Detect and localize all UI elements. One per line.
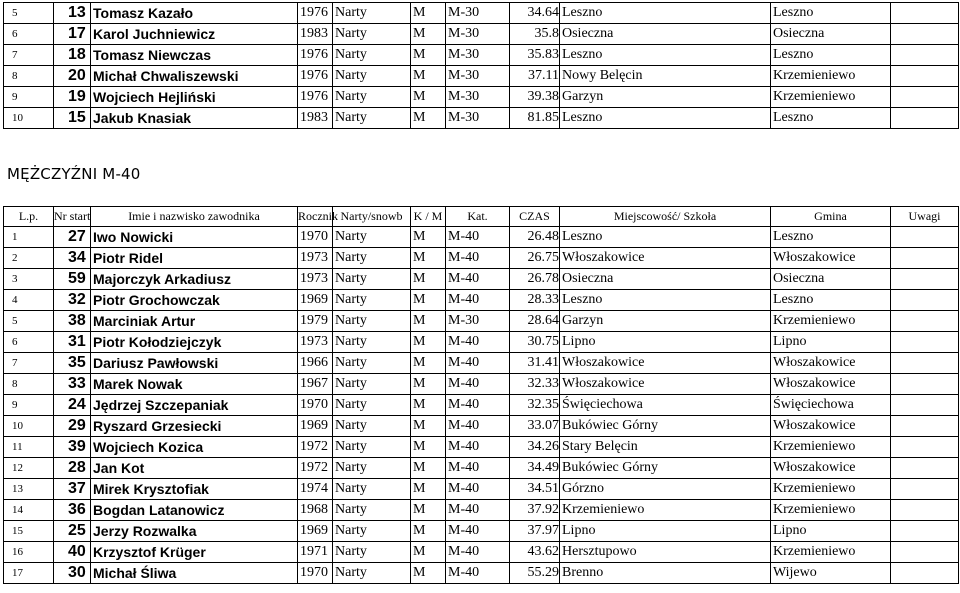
cell-gmina: Leszno: [771, 227, 891, 248]
table-row: [4, 353, 959, 374]
cell-location: Święciechowa: [560, 395, 771, 416]
cell-category: M-40: [446, 332, 510, 353]
cell-location: Włoszakowice: [560, 248, 771, 269]
cell-year: 1970: [298, 395, 333, 416]
cell-time: 43.62: [510, 542, 560, 563]
cell-competitor-name: Piotr Grochowczak: [91, 290, 298, 311]
cell-time: 55.29: [510, 563, 560, 584]
cell-competitor-name: Piotr Kołodziejczyk: [91, 332, 298, 353]
cell-competitor-name: Tomasz Kazało: [91, 3, 298, 24]
cell-start-number: 37: [54, 479, 91, 500]
cell-category: M-40: [446, 563, 510, 584]
cell-year: 1972: [298, 437, 333, 458]
cell-time: 31.41: [510, 353, 560, 374]
cell-start-number: 59: [54, 269, 91, 290]
header-location: Miejscowość/ Szkoła: [560, 207, 771, 227]
cell-discipline: Narty: [333, 248, 411, 269]
cell-start-number: 39: [54, 437, 91, 458]
cell-gmina: Osieczna: [771, 269, 891, 290]
cell-uwagi: [891, 24, 959, 45]
cell-time: 33.07: [510, 416, 560, 437]
cell-location: Brenno: [560, 563, 771, 584]
table-row: [4, 500, 959, 521]
cell-year: 1971: [298, 542, 333, 563]
table-row: [4, 479, 959, 500]
results-table-m40: [3, 206, 959, 584]
cell-start-number: 34: [54, 248, 91, 269]
cell-gmina: Krzemieniewo: [771, 542, 891, 563]
table-row: [4, 563, 959, 584]
cell-uwagi: [891, 3, 959, 24]
cell-start-number: 36: [54, 500, 91, 521]
cell-year: 1979: [298, 311, 333, 332]
table-row: [4, 521, 959, 542]
cell-location: Włoszakowice: [560, 374, 771, 395]
cell-time: 34.51: [510, 479, 560, 500]
cell-lp: 1: [4, 227, 54, 248]
cell-location: Leszno: [560, 3, 771, 24]
cell-lp: 2: [4, 248, 54, 269]
cell-gmina: Włoszakowice: [771, 458, 891, 479]
cell-gmina: Krzemieniewo: [771, 479, 891, 500]
cell-category: M-40: [446, 500, 510, 521]
table-row: [4, 227, 959, 248]
cell-lp: 8: [4, 66, 54, 87]
cell-discipline: Narty: [333, 227, 411, 248]
cell-uwagi: [891, 374, 959, 395]
cell-year: 1973: [298, 332, 333, 353]
table-row: [4, 374, 959, 395]
cell-lp: 11: [4, 437, 54, 458]
cell-uwagi: [891, 542, 959, 563]
cell-start-number: 40: [54, 542, 91, 563]
table-row: [4, 45, 959, 66]
cell-uwagi: [891, 108, 959, 129]
cell-category: M-40: [446, 458, 510, 479]
cell-year: 1976: [298, 87, 333, 108]
cell-category: M-30: [446, 3, 510, 24]
cell-competitor-name: Mirek Krysztofiak: [91, 479, 298, 500]
cell-competitor-name: Piotr Ridel: [91, 248, 298, 269]
cell-discipline: Narty: [333, 108, 411, 129]
header-lp: L.p.: [4, 207, 54, 227]
cell-gmina: Osieczna: [771, 24, 891, 45]
table-row: [4, 542, 959, 563]
cell-year: 1976: [298, 3, 333, 24]
cell-location: Włoszakowice: [560, 353, 771, 374]
cell-sex: M: [411, 353, 446, 374]
cell-year: 1973: [298, 248, 333, 269]
cell-sex: M: [411, 416, 446, 437]
cell-time: 37.92: [510, 500, 560, 521]
cell-gmina: Krzemieniewo: [771, 66, 891, 87]
cell-discipline: Narty: [333, 416, 411, 437]
cell-sex: M: [411, 290, 446, 311]
cell-category: M-40: [446, 437, 510, 458]
table-row: [4, 3, 959, 24]
cell-time: 28.33: [510, 290, 560, 311]
cell-category: M-40: [446, 269, 510, 290]
cell-gmina: Krzemieniewo: [771, 500, 891, 521]
cell-category: M-40: [446, 395, 510, 416]
cell-year: 1969: [298, 416, 333, 437]
cell-competitor-name: Michał Śliwa: [91, 563, 298, 584]
header-nr: Nr start: [54, 207, 91, 227]
cell-start-number: 28: [54, 458, 91, 479]
cell-competitor-name: Marek Nowak: [91, 374, 298, 395]
cell-time: 34.26: [510, 437, 560, 458]
cell-start-number: 24: [54, 395, 91, 416]
table-row: [4, 87, 959, 108]
cell-uwagi: [891, 66, 959, 87]
cell-category: M-40: [446, 290, 510, 311]
cell-time: 26.48: [510, 227, 560, 248]
cell-gmina: Włoszakowice: [771, 374, 891, 395]
cell-location: Garzyn: [560, 87, 771, 108]
cell-category: M-30: [446, 87, 510, 108]
cell-discipline: Narty: [333, 290, 411, 311]
cell-time: 26.75: [510, 248, 560, 269]
cell-year: 1972: [298, 458, 333, 479]
cell-start-number: 32: [54, 290, 91, 311]
cell-discipline: Narty: [333, 311, 411, 332]
cell-lp: 16: [4, 542, 54, 563]
cell-start-number: 15: [54, 108, 91, 129]
cell-discipline: Narty: [333, 66, 411, 87]
cell-sex: M: [411, 500, 446, 521]
cell-year: 1976: [298, 45, 333, 66]
cell-competitor-name: Jędrzej Szczepaniak: [91, 395, 298, 416]
cell-uwagi: [891, 248, 959, 269]
cell-competitor-name: Majorczyk Arkadiusz: [91, 269, 298, 290]
table-row: [4, 395, 959, 416]
cell-competitor-name: Karol Juchniewicz: [91, 24, 298, 45]
cell-year: 1969: [298, 521, 333, 542]
header-sex: K / M: [411, 207, 446, 227]
cell-time: 37.97: [510, 521, 560, 542]
cell-category: M-30: [446, 45, 510, 66]
cell-competitor-name: Dariusz Pawłowski: [91, 353, 298, 374]
cell-year: 1983: [298, 108, 333, 129]
cell-gmina: Włoszakowice: [771, 353, 891, 374]
cell-sex: M: [411, 227, 446, 248]
header-name: Imie i nazwisko zawodnika: [91, 207, 298, 227]
header-time: CZAS: [510, 207, 560, 227]
cell-sex: M: [411, 395, 446, 416]
cell-discipline: Narty: [333, 332, 411, 353]
cell-location: Górzno: [560, 479, 771, 500]
table-row: [4, 66, 959, 87]
cell-year: 1976: [298, 66, 333, 87]
table-row: [4, 437, 959, 458]
cell-discipline: Narty: [333, 395, 411, 416]
cell-year: 1973: [298, 269, 333, 290]
cell-uwagi: [891, 521, 959, 542]
cell-lp: 17: [4, 563, 54, 584]
cell-gmina: Włoszakowice: [771, 248, 891, 269]
cell-competitor-name: Jerzy Rozwalka: [91, 521, 298, 542]
cell-time: 37.11: [510, 66, 560, 87]
cell-year: 1969: [298, 290, 333, 311]
cell-discipline: Narty: [333, 500, 411, 521]
cell-competitor-name: Ryszard Grzesiecki: [91, 416, 298, 437]
cell-sex: M: [411, 108, 446, 129]
cell-time: 35.8: [510, 24, 560, 45]
cell-category: M-40: [446, 248, 510, 269]
cell-start-number: 17: [54, 24, 91, 45]
cell-uwagi: [891, 45, 959, 66]
cell-competitor-name: Jakub Knasiak: [91, 108, 298, 129]
cell-gmina: Leszno: [771, 290, 891, 311]
cell-discipline: Narty: [333, 353, 411, 374]
cell-uwagi: [891, 269, 959, 290]
cell-gmina: Włoszakowice: [771, 416, 891, 437]
table-row: [4, 108, 959, 129]
cell-location: Bukówiec Górny: [560, 458, 771, 479]
cell-time: 34.64: [510, 3, 560, 24]
header-year: Rocznik: [298, 207, 333, 227]
cell-start-number: 25: [54, 521, 91, 542]
header-discipline: Narty/snowb: [333, 207, 411, 227]
cell-competitor-name: Michał Chwaliszewski: [91, 66, 298, 87]
cell-year: 1983: [298, 24, 333, 45]
cell-sex: M: [411, 66, 446, 87]
cell-sex: M: [411, 248, 446, 269]
cell-sex: M: [411, 437, 446, 458]
cell-lp: 9: [4, 87, 54, 108]
cell-lp: 7: [4, 45, 54, 66]
cell-uwagi: [891, 437, 959, 458]
cell-gmina: Leszno: [771, 3, 891, 24]
cell-lp: 10: [4, 416, 54, 437]
cell-year: 1970: [298, 563, 333, 584]
cell-uwagi: [891, 353, 959, 374]
cell-discipline: Narty: [333, 269, 411, 290]
cell-sex: M: [411, 87, 446, 108]
cell-year: 1970: [298, 227, 333, 248]
cell-competitor-name: Bogdan Latanowicz: [91, 500, 298, 521]
results-table-m30: [3, 2, 959, 129]
cell-lp: 9: [4, 395, 54, 416]
cell-time: 32.35: [510, 395, 560, 416]
cell-start-number: 13: [54, 3, 91, 24]
cell-uwagi: [891, 395, 959, 416]
cell-discipline: Narty: [333, 437, 411, 458]
cell-lp: 8: [4, 374, 54, 395]
cell-location: Leszno: [560, 290, 771, 311]
cell-discipline: Narty: [333, 458, 411, 479]
cell-year: 1967: [298, 374, 333, 395]
cell-time: 28.64: [510, 311, 560, 332]
cell-time: 26.78: [510, 269, 560, 290]
cell-category: M-40: [446, 353, 510, 374]
cell-start-number: 20: [54, 66, 91, 87]
cell-location: Krzemieniewo: [560, 500, 771, 521]
cell-lp: 10: [4, 108, 54, 129]
cell-sex: M: [411, 479, 446, 500]
cell-location: Leszno: [560, 45, 771, 66]
cell-uwagi: [891, 87, 959, 108]
cell-start-number: 27: [54, 227, 91, 248]
cell-category: M-40: [446, 227, 510, 248]
cell-category: M-40: [446, 542, 510, 563]
cell-discipline: Narty: [333, 563, 411, 584]
table-row: [4, 248, 959, 269]
cell-uwagi: [891, 458, 959, 479]
cell-gmina: Krzemieniewo: [771, 437, 891, 458]
cell-uwagi: [891, 290, 959, 311]
cell-sex: M: [411, 542, 446, 563]
cell-discipline: Narty: [333, 3, 411, 24]
cell-category: M-40: [446, 416, 510, 437]
cell-gmina: Święciechowa: [771, 395, 891, 416]
cell-category: M-30: [446, 66, 510, 87]
cell-discipline: Narty: [333, 542, 411, 563]
cell-location: Leszno: [560, 227, 771, 248]
cell-competitor-name: Jan Kot: [91, 458, 298, 479]
cell-location: Hersztupowo: [560, 542, 771, 563]
cell-discipline: Narty: [333, 374, 411, 395]
cell-competitor-name: Krzysztof Krüger: [91, 542, 298, 563]
cell-lp: 7: [4, 353, 54, 374]
cell-gmina: Lipno: [771, 521, 891, 542]
cell-time: 35.83: [510, 45, 560, 66]
cell-year: 1968: [298, 500, 333, 521]
table-row: [4, 290, 959, 311]
cell-sex: M: [411, 458, 446, 479]
cell-time: 30.75: [510, 332, 560, 353]
table-row: [4, 24, 959, 45]
cell-location: Nowy Belęcin: [560, 66, 771, 87]
cell-gmina: Krzemieniewo: [771, 311, 891, 332]
cell-sex: M: [411, 311, 446, 332]
cell-time: 81.85: [510, 108, 560, 129]
cell-uwagi: [891, 500, 959, 521]
cell-year: 1974: [298, 479, 333, 500]
header-row: [4, 207, 959, 227]
cell-lp: 12: [4, 458, 54, 479]
cell-lp: 6: [4, 332, 54, 353]
cell-lp: 3: [4, 269, 54, 290]
cell-competitor-name: Wojciech Kozica: [91, 437, 298, 458]
cell-competitor-name: Marciniak Artur: [91, 311, 298, 332]
cell-location: Osieczna: [560, 24, 771, 45]
cell-sex: M: [411, 269, 446, 290]
cell-lp: 14: [4, 500, 54, 521]
cell-competitor-name: Iwo Nowicki: [91, 227, 298, 248]
cell-uwagi: [891, 332, 959, 353]
header-category: Kat.: [446, 207, 510, 227]
cell-start-number: 38: [54, 311, 91, 332]
cell-location: Lipno: [560, 332, 771, 353]
table-row: [4, 332, 959, 353]
cell-category: M-30: [446, 311, 510, 332]
cell-category: M-30: [446, 108, 510, 129]
cell-lp: 5: [4, 3, 54, 24]
cell-start-number: 33: [54, 374, 91, 395]
cell-start-number: 31: [54, 332, 91, 353]
cell-category: M-40: [446, 374, 510, 395]
cell-start-number: 30: [54, 563, 91, 584]
header-gmina: Gmina: [771, 207, 891, 227]
cell-location: Lipno: [560, 521, 771, 542]
cell-uwagi: [891, 227, 959, 248]
header-uwagi: Uwagi: [891, 207, 959, 227]
cell-start-number: 18: [54, 45, 91, 66]
cell-sex: M: [411, 374, 446, 395]
cell-start-number: 19: [54, 87, 91, 108]
cell-sex: M: [411, 521, 446, 542]
cell-gmina: Wijewo: [771, 563, 891, 584]
cell-discipline: Narty: [333, 87, 411, 108]
cell-location: Bukówiec Górny: [560, 416, 771, 437]
cell-category: M-30: [446, 24, 510, 45]
cell-competitor-name: Wojciech Hejliński: [91, 87, 298, 108]
cell-sex: M: [411, 563, 446, 584]
section-title: MĘŻCZYŹNI M-40: [7, 165, 141, 183]
cell-category: M-40: [446, 479, 510, 500]
cell-location: Leszno: [560, 108, 771, 129]
table-row: [4, 416, 959, 437]
cell-sex: M: [411, 332, 446, 353]
cell-gmina: Leszno: [771, 45, 891, 66]
cell-sex: M: [411, 3, 446, 24]
cell-time: 32.33: [510, 374, 560, 395]
table-row: [4, 269, 959, 290]
cell-sex: M: [411, 45, 446, 66]
cell-gmina: Leszno: [771, 108, 891, 129]
cell-gmina: Krzemieniewo: [771, 87, 891, 108]
table-row: [4, 311, 959, 332]
cell-gmina: Lipno: [771, 332, 891, 353]
cell-lp: 4: [4, 290, 54, 311]
cell-year: 1966: [298, 353, 333, 374]
cell-discipline: Narty: [333, 24, 411, 45]
cell-lp: 5: [4, 311, 54, 332]
cell-uwagi: [891, 416, 959, 437]
cell-uwagi: [891, 479, 959, 500]
cell-location: Osieczna: [560, 269, 771, 290]
cell-uwagi: [891, 311, 959, 332]
cell-discipline: Narty: [333, 479, 411, 500]
cell-sex: M: [411, 24, 446, 45]
cell-uwagi: [891, 563, 959, 584]
cell-category: M-40: [446, 521, 510, 542]
cell-competitor-name: Tomasz Niewczas: [91, 45, 298, 66]
cell-lp: 15: [4, 521, 54, 542]
cell-lp: 6: [4, 24, 54, 45]
cell-location: Garzyn: [560, 311, 771, 332]
table-row: [4, 458, 959, 479]
cell-start-number: 29: [54, 416, 91, 437]
cell-discipline: Narty: [333, 45, 411, 66]
cell-lp: 13: [4, 479, 54, 500]
cell-start-number: 35: [54, 353, 91, 374]
cell-time: 39.38: [510, 87, 560, 108]
cell-location: Stary Belęcin: [560, 437, 771, 458]
cell-time: 34.49: [510, 458, 560, 479]
cell-discipline: Narty: [333, 521, 411, 542]
